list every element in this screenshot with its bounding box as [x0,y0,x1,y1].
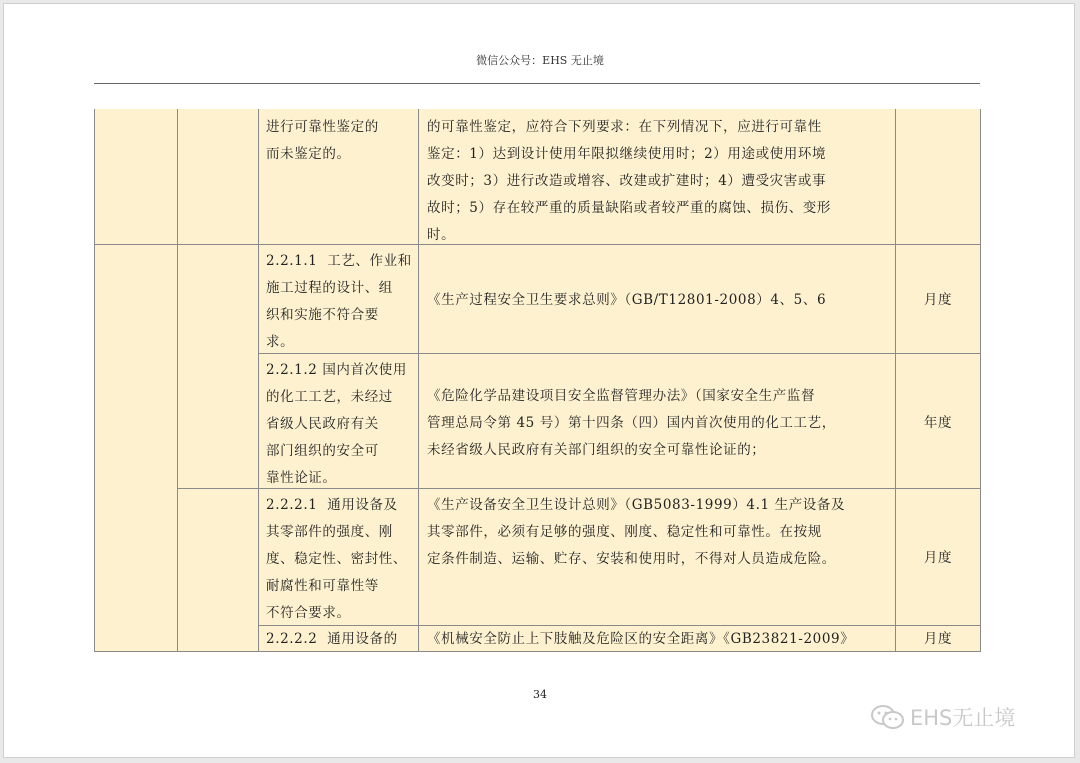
r2-col4 [418,353,896,489]
wechat-icon [870,703,906,731]
page-header: 微信公众号：EHS 无止境 [476,54,604,67]
r0-col1 [94,109,178,245]
r3-col5-text: 月度 [923,550,953,566]
subcategory-cell-1 [177,244,259,489]
r0-col4-text: 的可靠性鉴定，应符合下列要求：在下列情况下，应进行可靠性 鉴定：1）达到设计使用年限拟继续使用时；2）用途或使用环境 改变时；3）进行改造或增容、改建或扩建时；4）遭受灾害或事 故时；5）存在较严重的质量缺陷或者较严重的腐蚀、损伤、变形 时。 [427,119,831,243]
r0-col3 [258,109,419,245]
r1-col3-text: 2.2.1.1 工艺、作业和 施工过程的设计、组 织和实施不符合要 求。 [266,253,412,350]
category-cell [94,244,178,652]
r1-col4 [418,244,896,354]
r2-col4-text: 《危险化学品建设项目安全监督管理办法》（国家安全生产监督 管理总局令第 45 号）第十四条（四）国内首次使用的化工工艺， 未经省级人民政府有关部门组织的安全可靠性论证的； [427,388,836,458]
watermark [870,702,1015,732]
r1-col5-text: 月度 [923,292,953,308]
r2-col5-text: 年度 [923,415,953,431]
r1-col5 [895,244,981,354]
r2-col5 [895,353,981,489]
r3-col4-text: 《生产设备安全卫生设计总则》（GB5083-1999）4.1 生产设备及 其零部件，必须有足够的强度、刚度、稳定性和可靠性。在按规 定条件制造、运输、贮存、安装和使用时，不得对人员造成危险。 [427,497,846,567]
page-number: 34 [533,688,547,701]
watermark-text: EHS无止境 [910,706,1016,730]
subcategory-cell-2 [177,488,259,652]
r3-col3-text: 2.2.2.1 通用设备及 其零部件的强度、刚 度、稳定性、密封性、 耐腐性和可靠性等 不符合要求。 [266,497,407,621]
r4-col4 [418,625,896,652]
r0-col3-text: 进行可靠性鉴定的 而未鉴定的。 [266,119,379,162]
r0-col2 [177,109,259,245]
r4-col5 [895,625,981,652]
r4-col3-text: 2.2.2.2 通用设备的 [266,631,398,647]
r3-col4 [418,488,896,626]
r2-col3 [258,353,419,489]
r4-col3 [258,625,419,652]
r4-col5-text: 月度 [923,631,953,647]
r3-col5 [895,488,981,626]
r1-col3 [258,244,419,354]
r1-col4-text: 《生产过程安全卫生要求总则》（GB/T12801-2008）4、5、6 [427,292,827,308]
r3-col3 [258,488,419,626]
r0-col4 [418,109,896,245]
r2-col3-text: 2.2.1.2 国内首次使用 的化工工艺，未经过 省级人民政府有关 部门组织的安全可 靠性论证。 [266,362,407,486]
r0-col5 [895,109,981,245]
r4-col4-text: 《机械安全防止上下肢触及危险区的安全距离》《GB23821-2009》 [427,631,855,647]
